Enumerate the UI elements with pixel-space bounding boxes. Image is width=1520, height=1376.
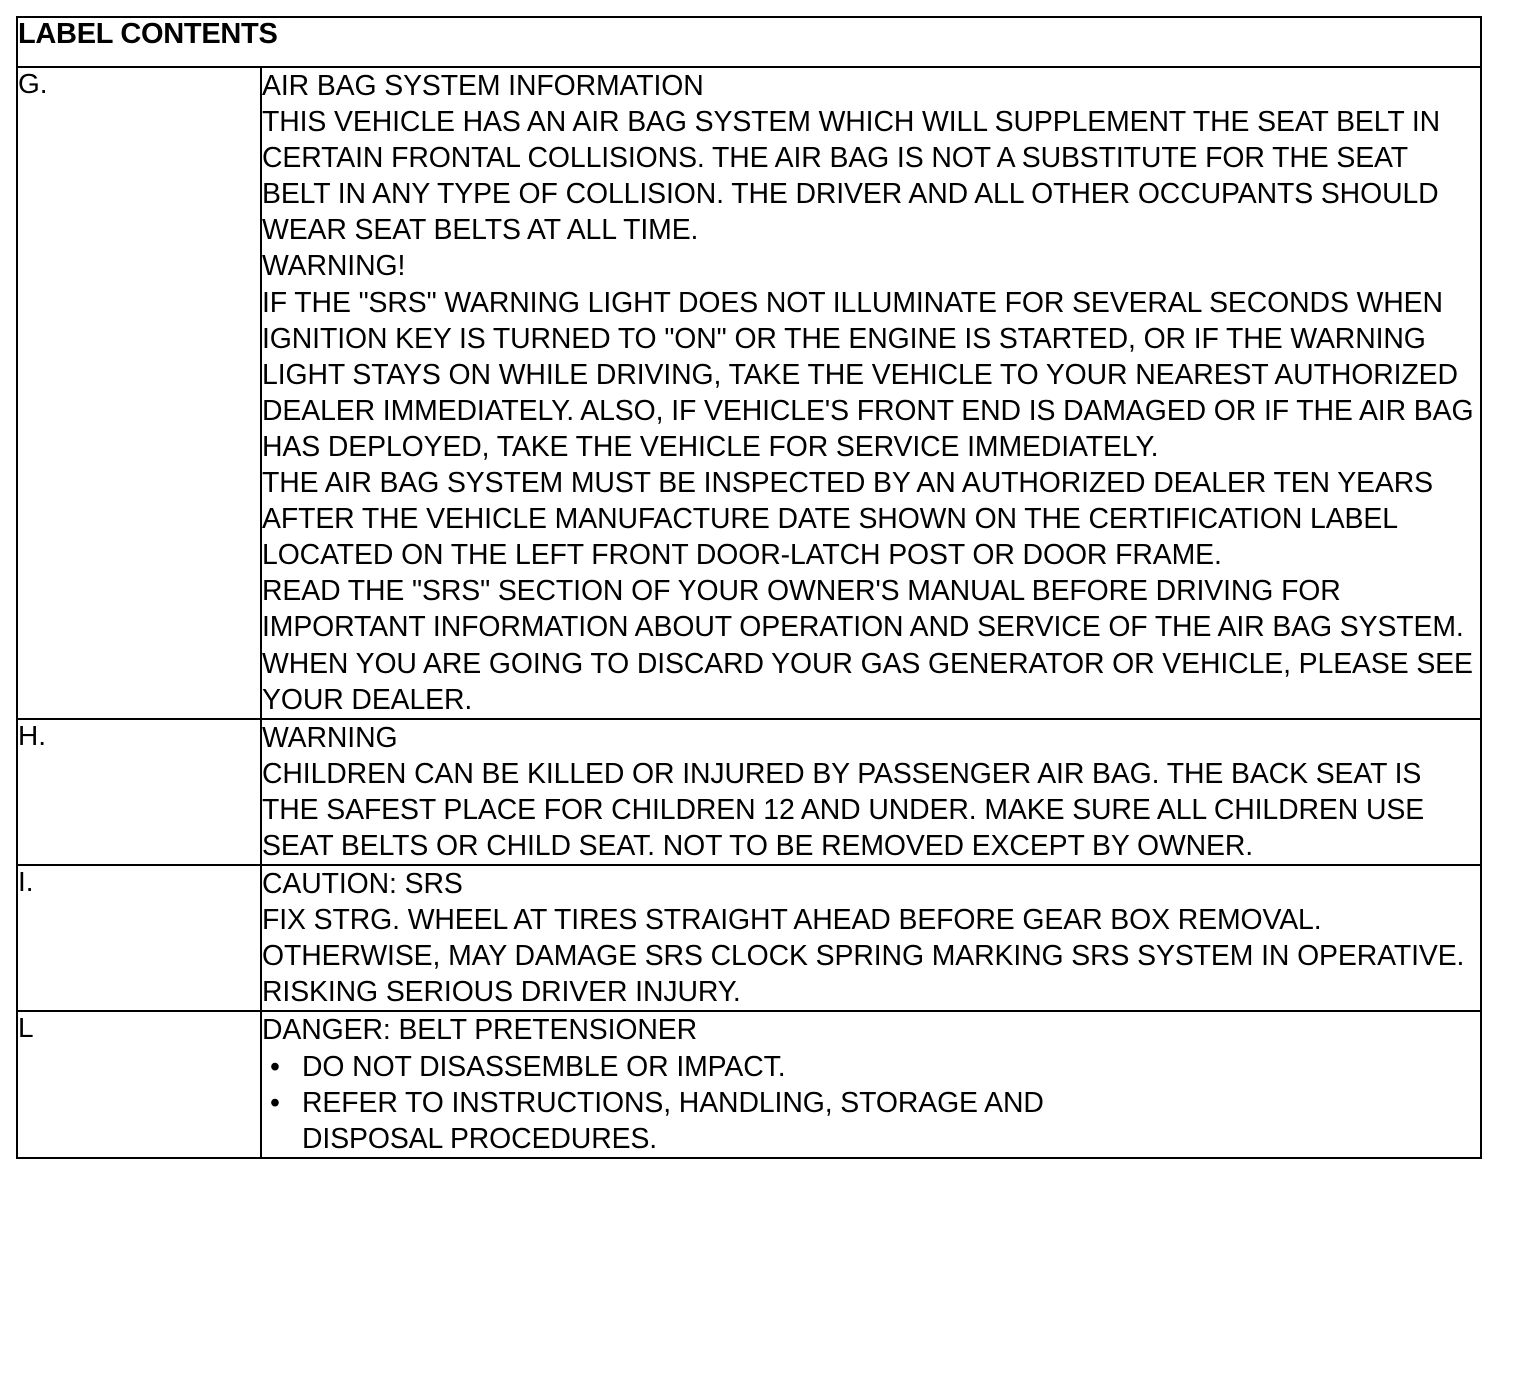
- row-content: [261, 719, 1481, 865]
- row-line: READ THE "SRS" SECTION OF YOUR OWNER'S MANUAL BEFORE DRIVING FOR IMPORTANT INFORMATION ABOUT OPERATION AND SERVICE OF THE AIR BAG SYSTEM.: [262, 575, 1464, 644]
- table-row: [17, 719, 1481, 865]
- table-row: [17, 67, 1481, 719]
- row-line: CHILDREN CAN BE KILLED OR INJURED BY PASSENGER AIR BAG. THE BACK SEAT IS THE SAFEST PLACE FOR CHILDREN 12 AND UNDER. MAKE SURE ALL CHILDREN USE SEAT BELTS OR CHILD SEAT. NOT TO BE REMOVED EXCEPT BY OWNER.: [262, 757, 1425, 862]
- row-line: WHEN YOU ARE GOING TO DISCARD YOUR GAS GENERATOR OR VEHICLE, PLEASE SEE YOUR DEALER.: [262, 647, 1473, 716]
- row-code: G.: [17, 67, 261, 719]
- row-code: L: [17, 1011, 261, 1157]
- row-line: THE AIR BAG SYSTEM MUST BE INSPECTED BY AN AUTHORIZED DEALER TEN YEARS AFTER THE VEHICLE MANUFACTURE DATE SHOWN ON THE CERTIFICATION LABEL LOCATED ON THE LEFT FRONT DOOR-LATCH POST OR DOOR FRAME.: [262, 467, 1433, 572]
- row-code: I.: [17, 865, 261, 1011]
- header-row: [17, 17, 1481, 67]
- label-contents-table: [16, 16, 1482, 1159]
- table-row: [17, 865, 1481, 1011]
- table-row: [17, 1011, 1481, 1157]
- row-line: DANGER: BELT PRETENSIONER: [262, 1014, 698, 1047]
- row-content: [261, 67, 1481, 719]
- bullet-list: [262, 1049, 1480, 1157]
- row-line: CAUTION: SRS: [262, 868, 463, 901]
- row-code: H.: [17, 719, 261, 865]
- table-title: LABEL CONTENTS: [17, 17, 1481, 67]
- row-line: WARNING!: [262, 250, 406, 283]
- row-line: THIS VEHICLE HAS AN AIR BAG SYSTEM WHICH WILL SUPPLEMENT THE SEAT BELT IN CERTAIN FRONTAL COLLISIONS. THE AIR BAG IS NOT A SUBSTITUTE FOR THE SEAT BELT IN ANY TYPE OF COLLISION. THE DRIVER AND ALL OTHER OCCUPANTS SHOULD WEAR SEAT BELTS AT ALL TIME.: [262, 106, 1441, 247]
- row-content: [261, 865, 1481, 1011]
- bullet-item: • DO NOT DISASSEMBLE OR IMPACT.: [262, 1049, 1480, 1085]
- row-content: [261, 1011, 1481, 1157]
- row-line: IF THE "SRS" WARNING LIGHT DOES NOT ILLUMINATE FOR SEVERAL SECONDS WHEN IGNITION KEY IS TURNED TO "ON" OR THE ENGINE IS STARTED, OR IF THE WARNING LIGHT STAYS ON WHILE DRIVING, TAKE THE VEHICLE TO YOUR NEAREST AUTHORIZED DEALER IMMEDIATELY. ALSO, IF VEHICLE'S FRONT END IS DAMAGED OR IF THE AIR BAG HAS DEPLOYED, TAKE THE VEHICLE FOR SERVICE IMMEDIATELY.: [262, 286, 1474, 463]
- row-line: AIR BAG SYSTEM INFORMATION: [262, 70, 704, 102]
- row-line: FIX STRG. WHEEL AT TIRES STRAIGHT AHEAD BEFORE GEAR BOX REMOVAL. OTHERWISE, MAY DAMAGE SRS CLOCK SPRING MARKING SRS SYSTEM IN OPERATIVE. RISKING SERIOUS DRIVER INJURY.: [262, 904, 1465, 1009]
- bullet-item: • REFER TO INSTRUCTIONS, HANDLING, STORAGE AND DISPOSAL PROCEDURES.: [262, 1085, 1480, 1157]
- row-line: WARNING: [262, 721, 398, 754]
